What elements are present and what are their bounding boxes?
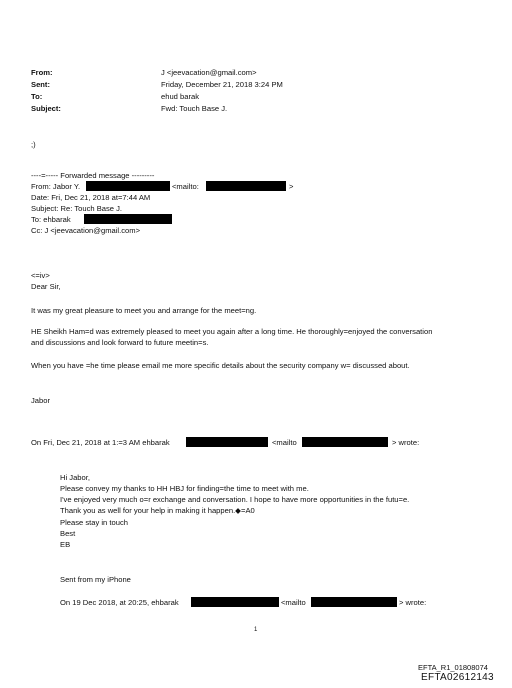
page-number: 1 — [254, 627, 258, 633]
signoff: Jabor — [31, 396, 50, 405]
from-label: From: — [31, 68, 53, 77]
redaction-box — [191, 597, 279, 607]
emoticon: ;) — [31, 140, 36, 149]
fwd-cc: Cc: J <jeevacation@gmail.com> — [31, 226, 141, 235]
redaction-box — [186, 437, 268, 447]
fwd-from-prefix: From: Jabor Y. — [31, 182, 81, 191]
paragraph-2-line-2: and discussions and look forward to future meetin=s. — [31, 338, 209, 347]
quote-line-2: Please convey my thanks to HH HBJ for finding=the time to meet with me. — [60, 484, 309, 493]
fwd-subject: Subject: Re: Touch Base J. — [31, 204, 123, 213]
quote-line-6: Best — [60, 529, 76, 538]
reply-2-prefix: On 19 Dec 2018, at 20:25, ehbarak — [60, 598, 179, 607]
fwd-date: Date: Fri, Dec 21, 2018 at=7:44 AM — [31, 193, 151, 202]
to-label: To: — [31, 92, 43, 101]
forward-divider: ----=----- Forwarded message --------- — [31, 171, 155, 180]
quote-line-4: Thank you as well for your help in making it happen.◆=A0 — [60, 506, 255, 515]
redaction-box — [84, 214, 172, 224]
fwd-mailto-open: <mailto: — [172, 182, 199, 191]
subject-label: Subject: — [31, 104, 61, 113]
reply-2-wrote: > wrote: — [399, 598, 427, 607]
paragraph-2-line-1: HE Sheikh Ham=d was extremely pleased to meet you again after a long time. He thoroughly=enjoyed the conversation — [31, 327, 433, 336]
redaction-box — [86, 181, 170, 191]
paragraph-1: It was my great pleasure to meet you and arrange for the meet=ng. — [31, 306, 257, 315]
bates-number-large: EFTA02612143 — [421, 672, 494, 683]
sent-value: Friday, December 21, 2018 3:24 PM — [161, 80, 283, 89]
quote-line-5: Please stay in touch — [60, 518, 128, 527]
quote-line-1: Hi Jabor, — [60, 473, 90, 482]
from-value: J <jeevacation@gmail.com> — [161, 68, 257, 77]
greeting: Dear Sir, — [31, 282, 61, 291]
sent-from-device: Sent from my iPhone — [60, 575, 131, 584]
div-tag: <=iv> — [31, 271, 50, 280]
reply-1-wrote: > wrote: — [392, 438, 420, 447]
fwd-mailto-close: > — [289, 182, 294, 191]
redaction-box — [302, 437, 388, 447]
fwd-to-prefix: To: ehbarak — [31, 215, 71, 224]
reply-1-prefix: On Fri, Dec 21, 2018 at 1:=3 AM ehbarak — [31, 438, 170, 447]
to-value: ehud barak — [161, 92, 199, 101]
sent-label: Sent: — [31, 80, 50, 89]
reply-1-mailto: <mailto — [272, 438, 297, 447]
quote-line-7: EB — [60, 540, 71, 549]
redaction-box — [311, 597, 397, 607]
subject-value: Fwd: Touch Base J. — [161, 104, 228, 113]
redaction-box — [206, 181, 286, 191]
reply-2-mailto: <mailto — [281, 598, 306, 607]
bates-number-small: EFTA_R1_01808074 — [418, 663, 488, 672]
paragraph-3: When you have =he time please email me more specific details about the security company w= discussed about. — [31, 361, 410, 370]
quote-line-3: I've enjoyed very much o=r exchange and conversation. I hope to have more opportunities in the futu=e. — [60, 495, 410, 504]
